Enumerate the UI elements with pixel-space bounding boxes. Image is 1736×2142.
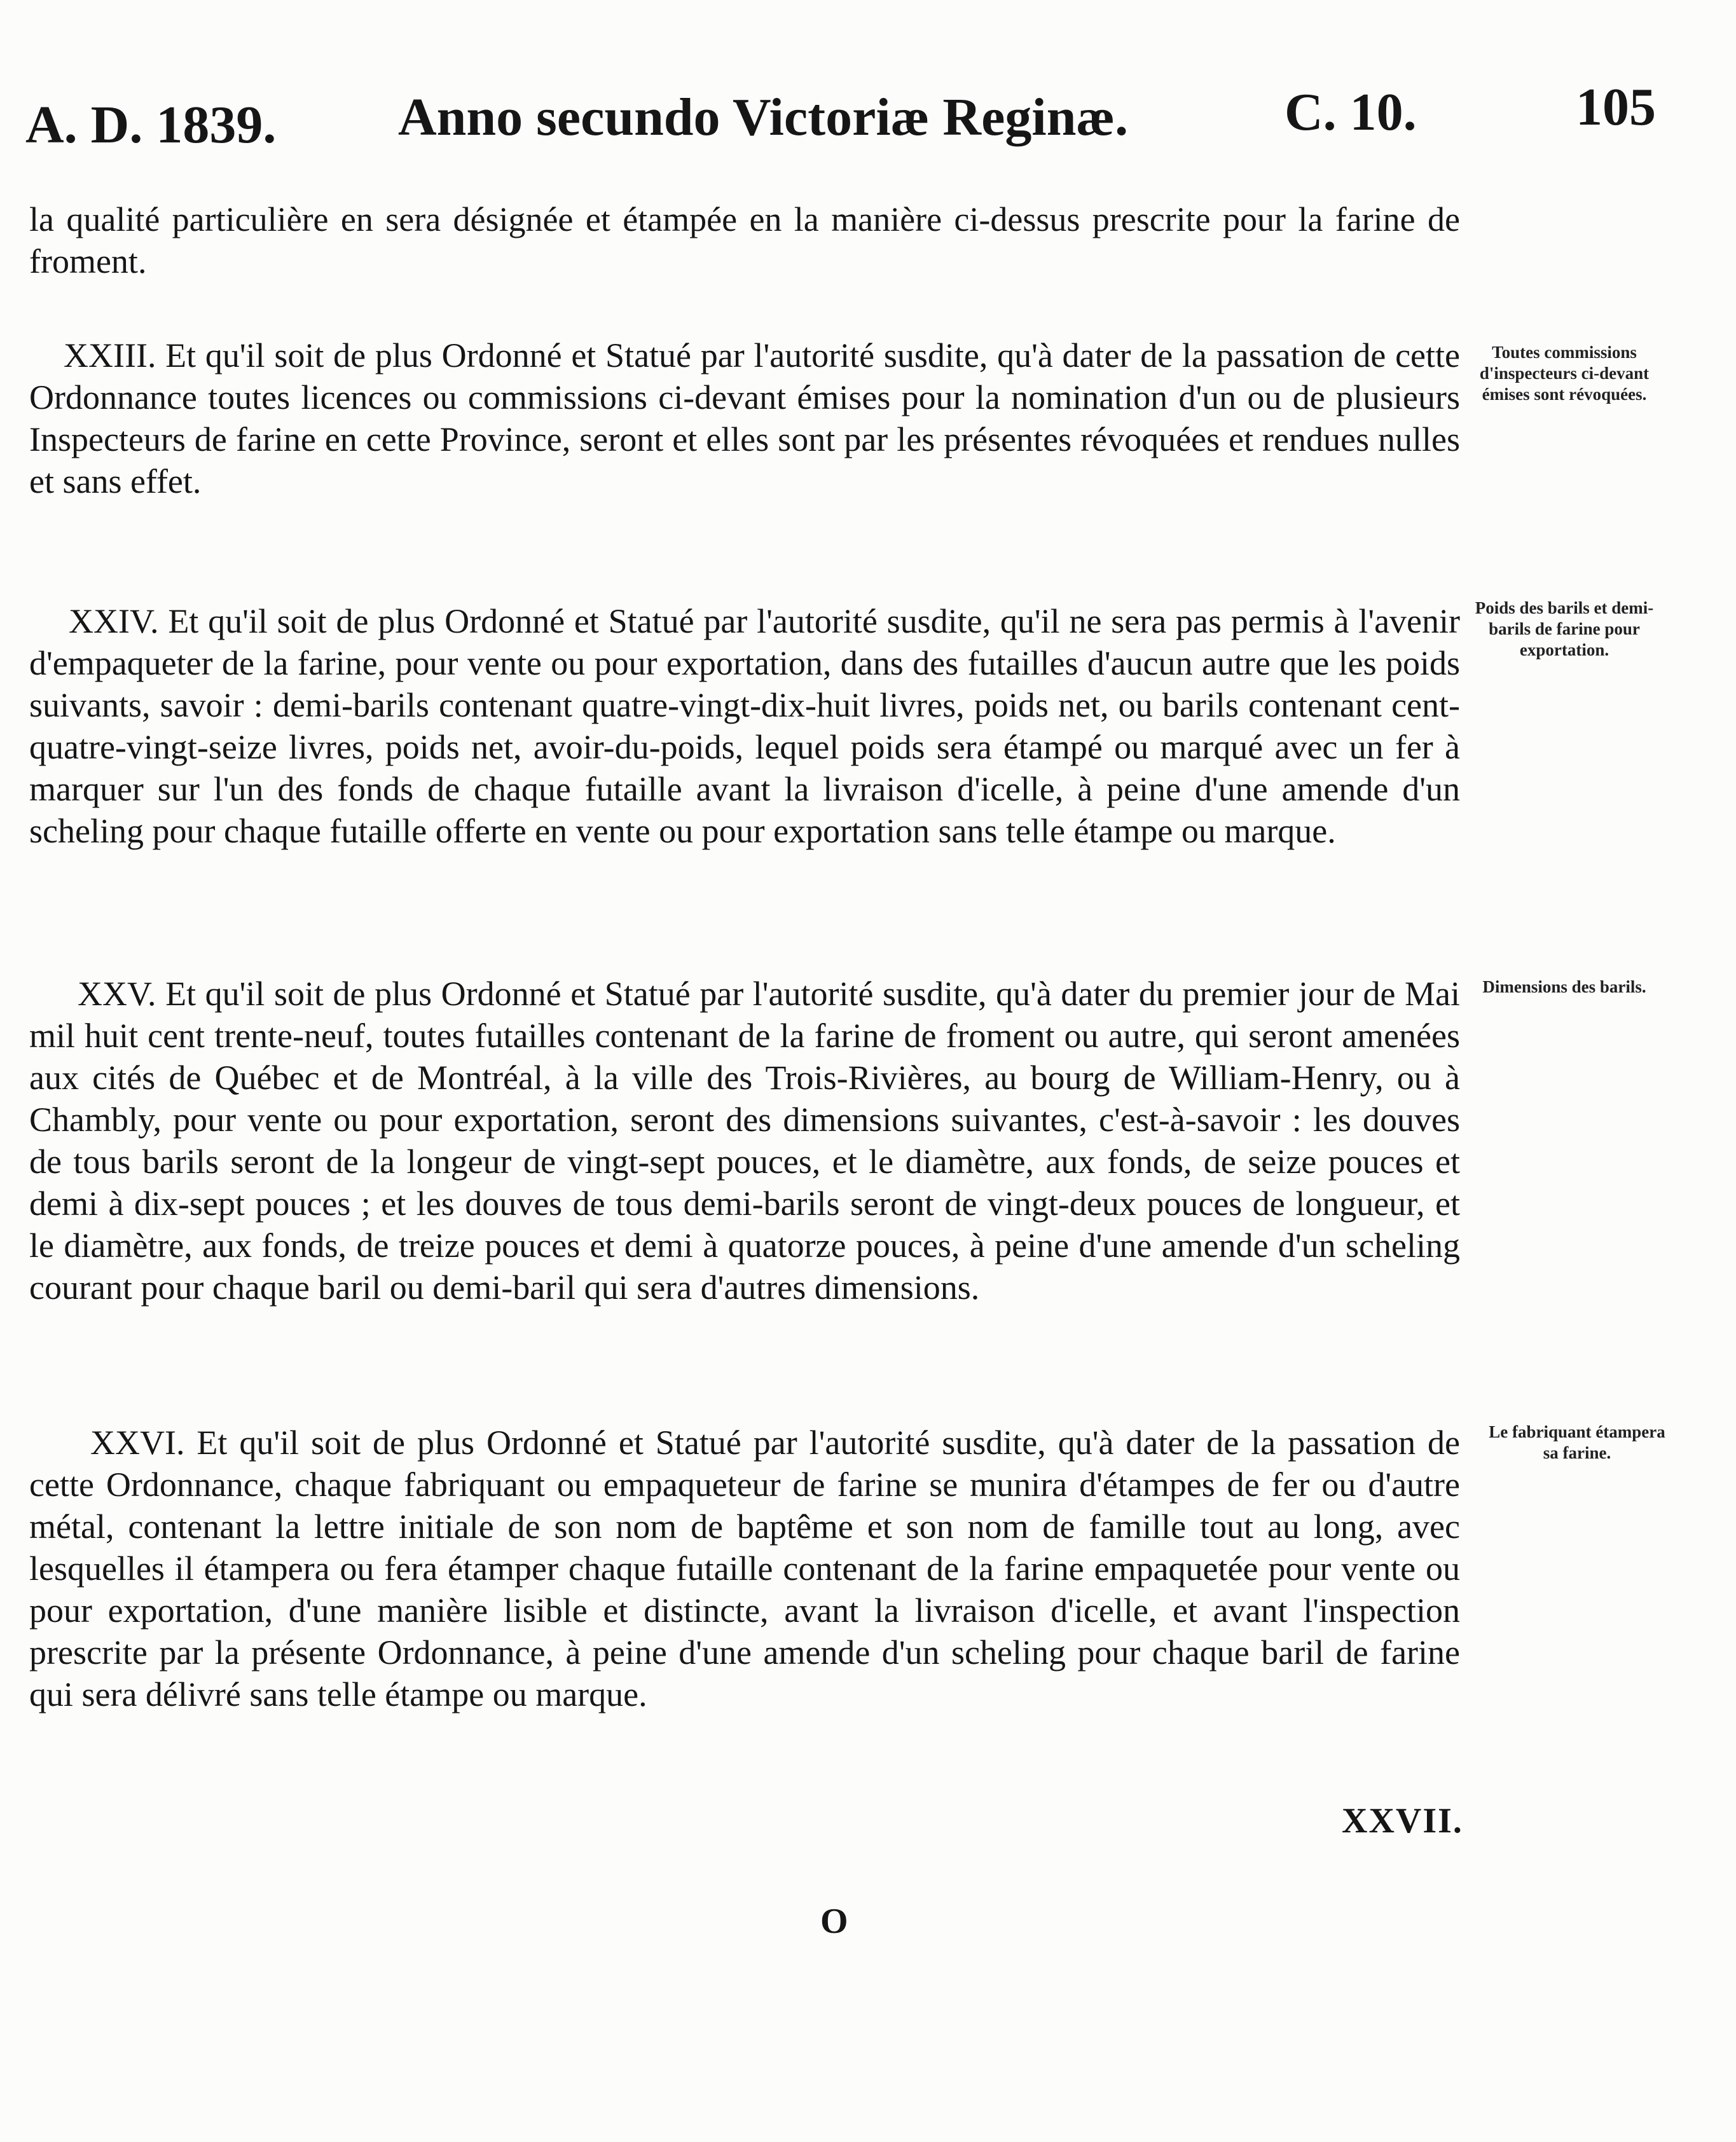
paragraph-section-xxv: XXV. Et qu'il soit de plus Ordonné et Statué par l'autorité susdite, qu'à dater du premier jour de Mai mil huit cent trente-neuf, toutes futailles contenant de la farine de froment ou autre, qui seront amenées aux cités de Québec et de Montréal, à la ville des Trois-Rivières, au bourg de William-Henry, ou à Chambly, pour vente ou pour exportation, seront des dimensions suivantes, c'est-à-savoir : les douves de tous barils seront de la longeur de vingt-sept pouces, et le diamètre, aux fonds, de seize pouces et demi à dix-sept pouces ; et les douves de tous demi-barils seront de vingt-deux pouces de longueur, et le diamètre, aux fonds, de treize pouces et demi à quatorze pouces, à peine d'une amende d'un scheling courant pour chaque baril ou demi-baril qui sera d'autres dimensions.: [29, 975, 1460, 1307]
header-chapter: C. 10.: [1285, 83, 1417, 142]
catchword: XXVII.: [1342, 1801, 1463, 1841]
paragraph-section-xxvi: XXVI. Et qu'il soit de plus Ordonné et Statué par l'autorité susdite, qu'à dater de la passation de cette Ordonnance, chaque fabriquant ou empaqueteur de farine se munira d'étampes de fer ou d'autre métal, contenant la lettre initiale de son nom de baptême et son nom de famille tout au long, avec lesquelles il étampera ou fera étamper chaque futaille contenant de la farine empaquetée pour vente ou pour exportation, d'une manière lisible et distincte, avant la livraison d'icelle, et avant l'inspection prescrite par la présente Ordonnance, à peine d'une amende d'un scheling pour chaque baril de farine qui sera délivré sans telle étampe ou marque.: [29, 1424, 1460, 1713]
signature-mark: O: [820, 1902, 848, 1941]
paragraph-section-xxiii: XXIII. Et qu'il soit de plus Ordonné et Statué par l'autorité susdite, qu'à dater de la passation de cette Ordonnance toutes licences ou commissions ci-devant émises pour la nomination d'un ou de plusieurs Inspecteurs de farine en cette Province, seront et elles sont par les présentes révoquées et rendues nulles et sans effet.: [29, 336, 1460, 500]
running-header: [25, 76, 1656, 165]
marginal-note-xxiii: Toutes commissions d'inspecteurs ci-devant émises sont révoquées.: [1479, 343, 1650, 404]
marginal-note-xxiv: Poids des barils et demi-barils de farine pour exportation.: [1475, 598, 1654, 659]
header-year: A. D. 1839.: [25, 95, 277, 154]
header-title: Anno secundo Victoriæ Reginæ.: [398, 88, 1129, 147]
page-number: 105: [1576, 78, 1656, 137]
marginal-note-xxv: Dimensions des barils.: [1482, 977, 1646, 996]
paragraph-section-xxiv: XXIV. Et qu'il soit de plus Ordonné et Statué par l'autorité susdite, qu'il ne sera pas permis à l'avenir d'empaqueter de la farine, pour vente ou pour exportation, dans des futailles d'aucun autre que les poids suivants, savoir : demi-barils contenant quatre-vingt-dix-huit livres, poids net, ou barils contenant cent-quatre-vingt-seize livres, poids net, avoir-du-poids, lequel poids sera étampé ou marqué avec un fer à marquer sur l'un des fonds de chaque futaille avant la livraison d'icelle, à peine d'une amende d'un scheling pour chaque futaille offerte en vente ou pour exportation sans telle étampe ou marque.: [29, 602, 1460, 850]
paragraph-continuation: la qualité particulière en sera désignée et étampée en la manière ci-dessus prescrite pour la farine de froment.: [29, 200, 1460, 280]
marginal-note-xxvi: Le fabriquant étampera sa farine.: [1489, 1422, 1665, 1462]
